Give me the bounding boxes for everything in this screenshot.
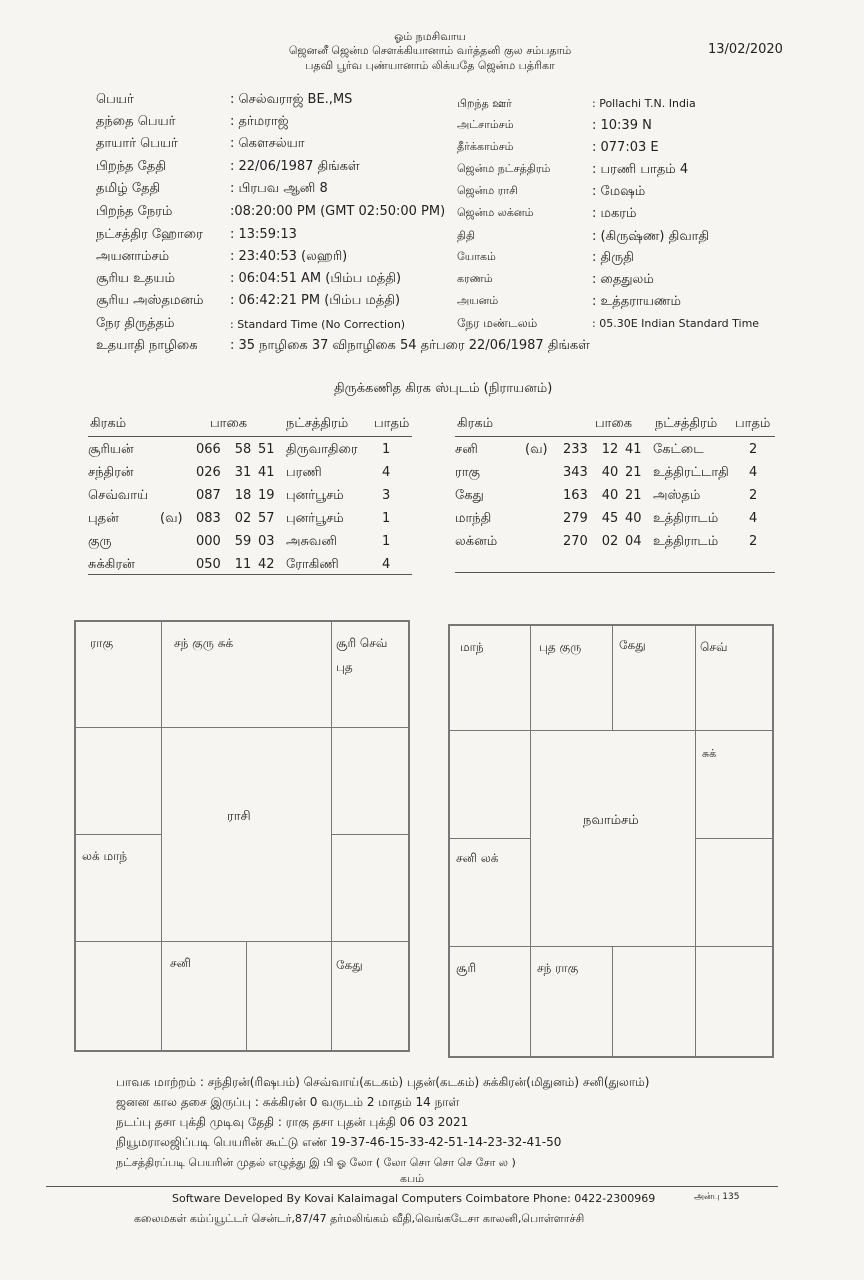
pada: 1: [382, 534, 391, 549]
planet-name: சூரியன்: [88, 441, 134, 457]
second: 03: [258, 534, 275, 549]
second: 21: [625, 488, 642, 503]
current-dasa-line: நடப்பு தசா புக்தி முடிவு தேதி : ராகு தசா புதன் புக்தி 06 03 2021: [116, 1115, 469, 1129]
col-paagai: பாகை: [210, 416, 248, 431]
divider: [46, 1186, 778, 1187]
col-graha: கிரகம்: [457, 416, 494, 431]
pada: 1: [382, 511, 391, 526]
house-planets: லக் மாந்: [82, 849, 128, 863]
detail-label: பிறந்த நேரம்: [96, 204, 173, 219]
nakshatra: புனர்பூசம்: [286, 510, 344, 526]
planet-name: கேது: [455, 487, 484, 503]
kapam-text: கபம்: [400, 1172, 425, 1185]
detail-label: சூரிய உதயம்: [96, 271, 175, 286]
planet-table-left: [88, 438, 402, 576]
house-planets: சுக்: [702, 747, 717, 760]
rasi-house: [331, 727, 409, 835]
retro-mark: [525, 484, 563, 507]
house-planets: சந் குரு சுக்: [174, 636, 234, 650]
col-paadam: பாதம்: [735, 416, 771, 431]
detail-label: தந்தை பெயர்: [96, 114, 176, 129]
minute: 58: [234, 442, 252, 457]
detail-row: [457, 316, 777, 338]
planet-name: புதன்: [88, 510, 119, 526]
detail-value: : 06:42:21 PM (பிம்ப மத்தி): [230, 293, 401, 308]
detail-label: அயனம்: [457, 294, 499, 307]
second: 51: [258, 442, 275, 457]
minute: 31: [234, 465, 252, 480]
nakshatra: உத்திராடம்: [653, 533, 719, 549]
detail-value: : 13:59:13: [230, 227, 297, 242]
navamsa-house: [695, 625, 773, 731]
minute: 40: [601, 488, 619, 503]
navamsa-house: [612, 946, 696, 1057]
second: 21: [625, 465, 642, 480]
rasi-chart-title: ராசி: [227, 809, 251, 824]
rasi-house: [161, 621, 332, 728]
detail-value: : 05.30E Indian Standard Time: [592, 317, 760, 330]
detail-row: [96, 92, 456, 114]
degree: 163: [563, 488, 588, 503]
detail-row: [96, 136, 456, 158]
pada: 4: [382, 557, 391, 572]
planet-table-right: [455, 438, 769, 553]
navamsa-house: [695, 838, 773, 947]
planet-row: [88, 484, 402, 507]
detail-row: [457, 272, 777, 294]
degree: 279: [563, 511, 588, 526]
col-paagai: பாகை: [595, 416, 633, 431]
detail-value: : கௌசல்யா: [230, 136, 305, 151]
planet-row: [88, 530, 402, 553]
col-graha: கிரகம்: [90, 416, 127, 431]
nakshatra: அஸ்தம்: [653, 487, 701, 503]
header-sloka-line-1: ஜெனனீ ஜென்ம சௌக்கியானாம் வர்த்தனி குல சம்பதாம்: [288, 44, 572, 57]
detail-label: சூரிய அஸ்தமனம்: [96, 293, 204, 308]
second: 04: [625, 534, 642, 549]
detail-value: : தைதுலம்: [592, 272, 654, 287]
navamsa-house: [449, 730, 531, 839]
nakshatra: உத்திராடம்: [653, 510, 719, 526]
nakshatra: உத்திரட்டாதி: [653, 464, 729, 480]
detail-value: : 06:04:51 AM (பிம்ப மத்தி): [230, 271, 402, 286]
nakshatra: கேட்டை: [653, 441, 704, 457]
detail-row: [457, 97, 777, 119]
pada: 1: [382, 442, 391, 457]
navamsa-chart-title: நவாம்சம்: [583, 813, 639, 828]
detail-label: திதி: [457, 229, 476, 242]
minute: 02: [601, 534, 619, 549]
pada: 4: [749, 511, 758, 526]
detail-row: [96, 316, 456, 338]
detail-row: [457, 140, 777, 162]
planet-name: செவ்வாய்: [88, 487, 149, 503]
retro-mark: (வ): [160, 510, 183, 526]
detail-label: அயனாம்சம்: [96, 249, 170, 264]
second: 57: [258, 511, 275, 526]
nakshatra: திருவாதிரை: [286, 441, 358, 457]
dasa-balance-line: ஜனன கால தசை இருப்பு : சுக்கிரன் 0 வருடம் 2 மாதம் 14 நாள்: [116, 1095, 460, 1109]
retro-mark: [525, 461, 563, 484]
detail-value: : தர்மராஜ்: [230, 114, 289, 129]
detail-row: [457, 184, 777, 206]
house-planets: கேது: [619, 638, 646, 652]
planet-row: [88, 461, 402, 484]
planet-table-title: திருக்கணித கிரக ஸ்புடம் (நிராயனம்): [334, 381, 553, 396]
detail-label: பெயர்: [96, 92, 134, 107]
detail-value: : உத்தராயணம்: [592, 294, 681, 309]
detail-value: : (கிருஷ்ண) திவாதி: [592, 229, 710, 244]
numerology-line: நியூமராலஜிப்படி பெயரின் கூட்டு எண் 19-37-46-15-33-42-51-14-23-32-41-50: [116, 1135, 562, 1149]
retro-mark: (வ): [525, 441, 548, 457]
pada: 4: [382, 465, 391, 480]
planet-name: ராகு: [455, 464, 480, 480]
divider: [88, 574, 412, 575]
rasi-house: [246, 941, 332, 1051]
planet-row: [455, 461, 769, 484]
nakshatra: புனர்பூசம்: [286, 487, 344, 503]
pada: 2: [749, 488, 758, 503]
house-planets: கேது: [336, 958, 363, 972]
udayadi-row: [96, 338, 656, 360]
detail-value: :08:20:00 PM (GMT 02:50:00 PM): [230, 204, 446, 219]
bhava-change-line: பாவக மாற்றம் : சந்திரன்(ரிஷபம்) செவ்வாய்(கடகம்) புதன்(கடகம்) சுக்கிரன்(மிதுனம்) சனி(துலாம்): [116, 1075, 650, 1089]
minute: 11: [234, 557, 252, 572]
navamsa-house: [449, 946, 531, 1057]
detail-value: : செல்வராஜ் BE.,MS: [230, 92, 353, 107]
col-nakshatra: நட்சத்திரம்: [286, 416, 349, 431]
rasi-house: [331, 834, 409, 942]
software-credit: Software Developed By Kovai Kalaimagal Computers Coimbatore Phone: 0422-2300969: [172, 1192, 656, 1205]
house-planets: மாந்: [460, 640, 484, 654]
detail-value: : மகரம்: [592, 206, 637, 221]
rasi-house: [161, 941, 247, 1051]
house-planets: புத: [336, 660, 353, 674]
planet-row: [88, 553, 402, 576]
house-planets: புத குரு: [539, 640, 582, 654]
minute: 45: [601, 511, 619, 526]
divider: [88, 436, 412, 437]
udayadi-value: : 35 நாழிகை 37 விநாழிகை 54 தர்பரை 22/06/1987 திங்கள்: [230, 338, 590, 353]
divider: [455, 572, 775, 573]
detail-label: ஜென்ம லக்னம்: [457, 206, 534, 219]
second: 42: [258, 557, 275, 572]
degree: 083: [196, 511, 221, 526]
second: 41: [625, 442, 642, 457]
detail-row: [457, 206, 777, 228]
invocation-text: ஓம் நமசிவாய: [394, 30, 466, 43]
retro-mark: [160, 438, 196, 461]
retro-mark: [525, 507, 563, 530]
detail-row: [96, 114, 456, 136]
navamsa-house: [612, 625, 696, 731]
planet-name: சுக்கிரன்: [88, 556, 135, 572]
detail-value: : பரணி பாதம் 4: [592, 162, 689, 177]
pada: 2: [749, 534, 758, 549]
detail-label: தீர்க்காம்சம்: [457, 140, 514, 153]
degree: 066: [196, 442, 221, 457]
detail-value: : Standard Time (No Correction): [230, 318, 406, 331]
house-planets: ராகு: [90, 636, 114, 650]
planet-row: [455, 438, 769, 461]
rasi-chart: [74, 620, 410, 1052]
detail-row: [457, 118, 777, 140]
house-planets: செவ்: [700, 640, 728, 654]
detail-row: [96, 204, 456, 226]
house-planets: சூரி செவ்: [336, 636, 388, 650]
rasi-house: [75, 834, 162, 942]
navamsa-house: [530, 625, 613, 731]
minute: 02: [234, 511, 252, 526]
detail-row: [457, 294, 777, 316]
planet-name: சந்திரன்: [88, 464, 134, 480]
degree: 233: [563, 442, 588, 457]
detail-label: நட்சத்திர ஹோரை: [96, 227, 203, 242]
address-line: கலைமகள் கம்ப்யூட்டர் சென்டர்,87/47 தர்மலிங்கம் வீதி,வெங்கடேசா காலனி,பொள்ளாச்சி: [134, 1212, 585, 1225]
retro-mark: [160, 484, 196, 507]
header-sloka-line-2: பதவி பூர்வ புண்யானாம் லிக்யதே ஜென்ம பத்ரிகா: [305, 59, 555, 72]
planet-name: மாந்தி: [455, 510, 492, 526]
detail-row: [96, 159, 456, 181]
udayadi-label: உதயாதி நாழிகை: [96, 338, 198, 353]
house-planets: சந் ராகு: [537, 961, 579, 975]
rasi-house: [75, 727, 162, 835]
reference-code: அன்பு 135: [694, 1192, 740, 1202]
second: 40: [625, 511, 642, 526]
retro-mark: [160, 461, 196, 484]
second: 41: [258, 465, 275, 480]
col-paadam: பாதம்: [374, 416, 410, 431]
detail-value: : 22/06/1987 திங்கள்: [230, 159, 360, 174]
house-planets: சனி லக்: [456, 851, 499, 865]
pada: 3: [382, 488, 391, 503]
degree: 050: [196, 557, 221, 572]
house-planets: சனி: [170, 956, 191, 970]
detail-label: யோகம்: [457, 250, 496, 263]
rasi-house: [75, 941, 162, 1051]
detail-label: தாயார் பெயர்: [96, 136, 178, 151]
degree: 270: [563, 534, 588, 549]
detail-value: : Pollachi T.N. India: [592, 97, 696, 110]
degree: 343: [563, 465, 588, 480]
planet-row: [88, 507, 402, 530]
planet-name: லக்னம்: [455, 533, 498, 549]
planet-row: [455, 507, 769, 530]
planet-name: குரு: [88, 533, 112, 549]
detail-row: [96, 293, 456, 315]
rasi-house: [75, 621, 162, 728]
detail-value: : 10:39 N: [592, 118, 652, 133]
planet-name: சனி: [455, 441, 478, 457]
detail-label: நேர மண்டலம்: [457, 316, 538, 330]
retro-mark: [160, 530, 196, 553]
detail-label: தமிழ் தேதி: [96, 181, 161, 196]
nakshatra: பரணி: [286, 464, 322, 480]
detail-row: [96, 271, 456, 293]
detail-value: : திருதி: [592, 250, 634, 265]
minute: 59: [234, 534, 252, 549]
detail-row: [457, 162, 777, 184]
detail-label: ஜென்ம ராசி: [457, 184, 518, 197]
detail-row: [457, 250, 777, 272]
name-letters-line: நட்சத்திரப்படி பெயரின் முதல் எழுத்து இ பி ஓ லோ ( லோ சொ சொ செ சோ ல ): [116, 1156, 516, 1169]
divider: [455, 436, 775, 437]
navamsa-chart: [448, 624, 774, 1058]
rasi-house: [331, 621, 409, 728]
navamsa-house: [695, 730, 773, 839]
detail-row: [96, 227, 456, 249]
detail-label: ஜென்ம நட்சத்திரம்: [457, 162, 551, 175]
print-date: 13/02/2020: [708, 42, 783, 57]
detail-row: [96, 249, 456, 271]
retro-mark: [525, 530, 563, 553]
navamsa-house: [530, 946, 613, 1057]
retro-mark: [160, 553, 196, 576]
minute: 40: [601, 465, 619, 480]
planet-row: [455, 530, 769, 553]
minute: 12: [601, 442, 619, 457]
degree: 000: [196, 534, 221, 549]
navamsa-house: [449, 838, 531, 947]
house-planets: சூரி: [456, 961, 477, 975]
rasi-house: [331, 941, 409, 1051]
detail-label: பிறந்த ஊர்: [457, 97, 512, 110]
nakshatra: அசுவனி: [286, 533, 337, 549]
detail-value: : 23:40:53 (லஹரி): [230, 249, 348, 264]
minute: 18: [234, 488, 252, 503]
detail-row: [457, 229, 777, 251]
pada: 2: [749, 442, 758, 457]
detail-value: : 077:03 E: [592, 140, 659, 155]
detail-label: அட்சாம்சம்: [457, 118, 514, 131]
second: 19: [258, 488, 275, 503]
degree: 026: [196, 465, 221, 480]
degree: 087: [196, 488, 221, 503]
col-nakshatra: நட்சத்திரம்: [655, 416, 718, 431]
detail-value: : பிரபவ ஆனி 8: [230, 181, 328, 196]
detail-label: பிறந்த தேதி: [96, 159, 166, 174]
planet-row: [455, 484, 769, 507]
planet-row: [88, 438, 402, 461]
detail-value: : மேஷம்: [592, 184, 646, 199]
navamsa-house: [449, 625, 531, 731]
pada: 4: [749, 465, 758, 480]
detail-row: [96, 181, 456, 203]
detail-label: கரணம்: [457, 272, 493, 285]
nakshatra: ரோகிணி: [286, 556, 339, 572]
navamsa-house: [695, 946, 773, 1057]
detail-label: நேர திருத்தம்: [96, 316, 175, 331]
